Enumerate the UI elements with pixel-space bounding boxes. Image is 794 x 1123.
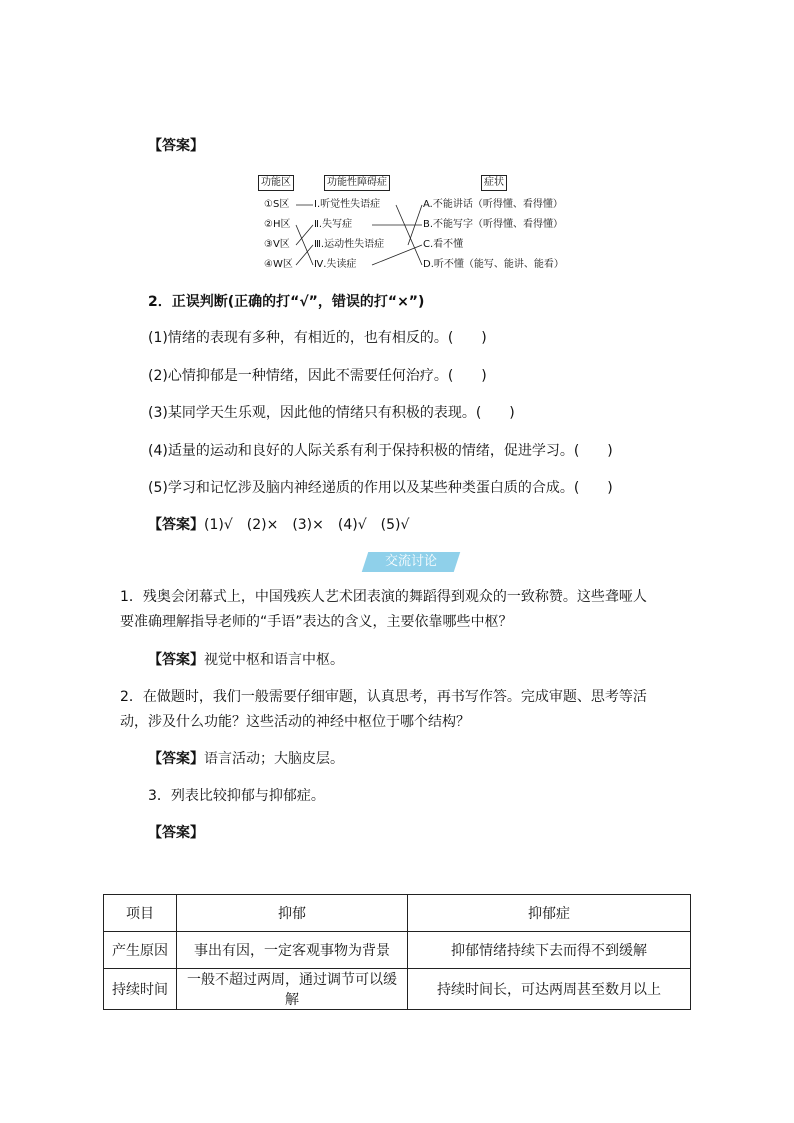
connector-line — [296, 225, 313, 245]
table-cell: 一般不超过两周，通过调节可以缓解 — [177, 969, 408, 1010]
connector-line — [396, 205, 422, 265]
table-header-cell: 抑郁 — [177, 895, 408, 932]
discuss-a2-row — [148, 749, 344, 769]
table-cell: 产生原因 — [104, 932, 177, 969]
diagram-header-disorder: 功能性障碍症 — [324, 175, 390, 191]
table-cell: 抑郁情绪持续下去而得不到缓解 — [408, 932, 691, 969]
section-badge — [362, 552, 460, 572]
brain-area-matching-diagram — [258, 175, 568, 275]
answer-label-3: 【答案】 — [148, 652, 204, 668]
connector-line — [296, 225, 313, 265]
discuss-q3: 3．列表比较抑郁与抑郁症。 — [148, 788, 325, 804]
q2-title: 2．正误判断(正确的打“√”，错误的打“×”) — [148, 294, 425, 310]
diagram-header-area: 功能区 — [258, 175, 294, 191]
depression-comparison-table — [103, 894, 691, 1010]
discuss-a1: 视觉中枢和语言中枢。 — [204, 652, 344, 668]
table-cell: 持续时间长，可达两周甚至数月以上 — [408, 969, 691, 1010]
diagram-symptom: B.不能写字（听得懂、看得懂） — [423, 219, 564, 230]
diagram-disorder: Ⅲ.运动性失语症 — [314, 239, 385, 250]
table-row — [104, 932, 691, 969]
diagram-area: ③V区 — [264, 239, 290, 250]
table-row — [104, 969, 691, 1010]
discuss-a1-row — [148, 650, 344, 670]
q2-item-2: (2)心情抑郁是一种情绪，因此不需要任何治疗。( ) — [148, 368, 487, 384]
answer-label-2: 【答案】 — [148, 517, 204, 533]
diagram-disorder: Ⅰ.听觉性失语症 — [314, 199, 381, 210]
q2-item-3: (3)某同学天生乐观，因此他的情绪只有积极的表现。( ) — [148, 405, 515, 421]
diagram-disorder: Ⅳ.失读症 — [314, 259, 357, 270]
diagram-symptom: D.听不懂（能写、能讲、能看） — [423, 259, 564, 270]
table-header-cell: 项目 — [104, 895, 177, 932]
diagram-header-symptom: 症状 — [481, 175, 507, 191]
answer-label-5: 【答案】 — [148, 825, 204, 841]
q2-item-5: (5)学习和记忆涉及脑内神经递质的作用以及某些种类蛋白质的合成。( ) — [148, 480, 613, 496]
table-cell: 持续时间 — [104, 969, 177, 1010]
table-cell: 事出有因，一定客观事物为背景 — [177, 932, 408, 969]
diagram-disorder: Ⅱ.失写症 — [314, 219, 353, 230]
diagram-area: ①S区 — [264, 199, 290, 210]
diagram-symptom: C.看不懂 — [423, 239, 464, 250]
diagram-symptom: A.不能讲话（听得懂、看得懂） — [423, 199, 563, 210]
discuss-q1-line1: 1．残奥会闭幕式上，中国残疾人艺术团表演的舞蹈得到观众的一致称赞。这些聋哑人 — [120, 589, 647, 605]
discuss-a2: 语言活动；大脑皮层。 — [204, 751, 344, 767]
discuss-q2-line2: 动，涉及什么功能？这些活动的神经中枢位于哪个结构？ — [120, 714, 470, 730]
table-header-row — [104, 895, 691, 932]
connector-line — [296, 245, 313, 265]
diagram-area: ②H区 — [264, 219, 291, 230]
answer-label-4: 【答案】 — [148, 751, 204, 767]
answer-label-1: 【答案】 — [148, 138, 204, 154]
q2-item-4: (4)适量的运动和良好的人际关系有利于保持积极的情绪，促进学习。( ) — [148, 443, 613, 459]
diagram-area: ④W区 — [264, 259, 293, 270]
q2-answer-row — [148, 515, 409, 535]
discuss-q2-line1: 2．在做题时，我们一般需要仔细审题，认真思考，再书写作答。完成审题、思考等活 — [120, 689, 647, 705]
q2-answer: (1)√ (2)× (3)× (4)√ (5)√ — [204, 517, 410, 533]
discuss-q1-line2: 要准确理解指导老师的“手语”表达的含义，主要依靠哪些中枢？ — [120, 614, 513, 630]
table-header-cell: 抑郁症 — [408, 895, 691, 932]
diagram-connector-lines — [258, 175, 568, 275]
section-badge-text: 交流讨论 — [384, 554, 437, 569]
connector-line — [372, 245, 422, 265]
q2-item-1: (1)情绪的表现有多种，有相近的，也有相反的。( ) — [148, 330, 487, 346]
